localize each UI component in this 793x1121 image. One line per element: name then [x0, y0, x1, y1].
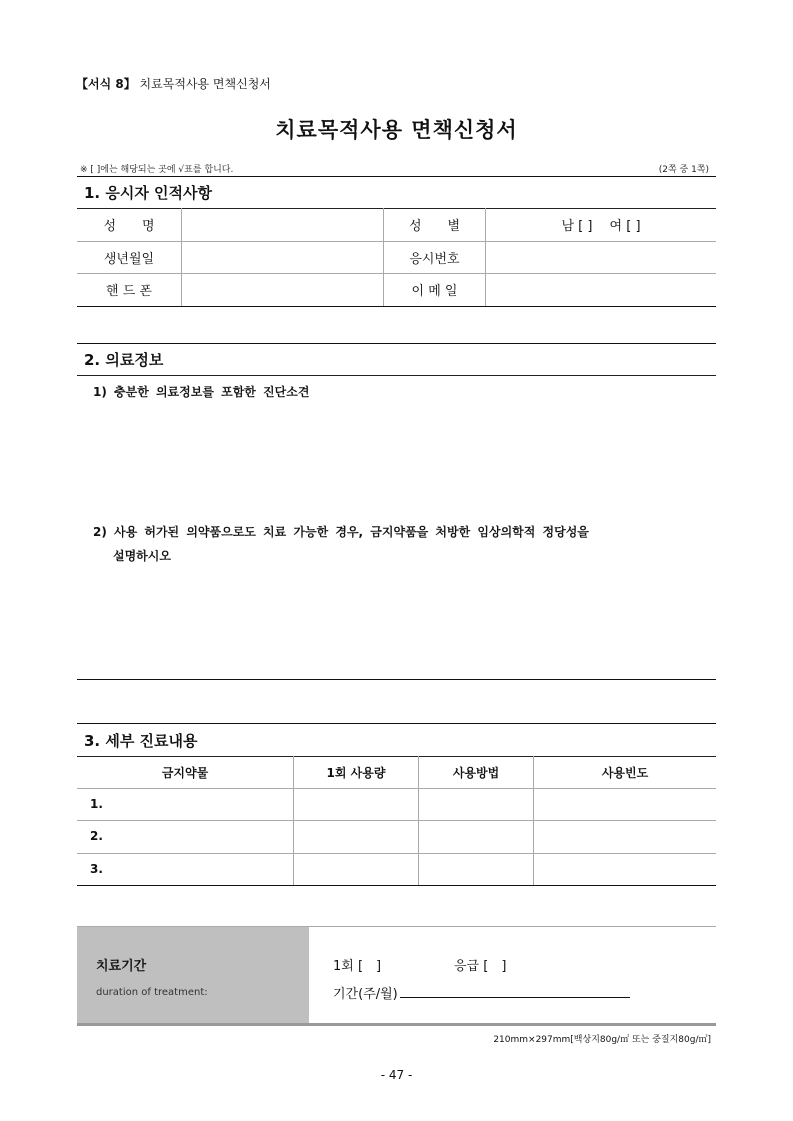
justification-question — [93, 520, 713, 568]
table-row-number: 1. — [90, 797, 103, 811]
divider — [77, 375, 716, 376]
justification-answer-area[interactable] — [77, 572, 716, 676]
exam-number-field[interactable] — [486, 242, 716, 272]
diagnosis-answer-area[interactable] — [77, 404, 716, 510]
birth-field[interactable] — [182, 242, 382, 272]
divider — [77, 679, 716, 680]
treatment-label-box — [77, 927, 309, 1023]
justification-question-line1: 2) 사용 허가된 의약품으로도 치료 가능한 경우, 금지약품을 처방한 임상의학적 정당성을 — [93, 525, 589, 539]
period-label: 기간(주/월) — [333, 987, 398, 1002]
check-note: ※ [ ]에는 해당되는 곳에 √표를 합니다. — [80, 165, 234, 175]
divider — [77, 176, 716, 177]
drug-field-2[interactable] — [104, 821, 292, 852]
page-info: (2쪽 중 1쪽) — [658, 165, 709, 175]
exam-number-label: 응시번호 — [409, 251, 460, 267]
form-label-text: 치료목적사용 면책신청서 — [139, 77, 271, 91]
document-title: 치료목적사용 면책신청서 — [275, 118, 518, 142]
treatment-label: 치료기간 — [96, 959, 147, 974]
divider — [77, 1023, 716, 1026]
gender-label: 성 별 — [408, 219, 461, 234]
urgent-checkbox[interactable]: 응급 [ ] — [454, 959, 507, 974]
divider — [77, 343, 716, 344]
table-row-number: 2. — [90, 829, 103, 843]
name-label: 성 명 — [103, 219, 155, 234]
email-field[interactable] — [486, 274, 716, 305]
diagnosis-question: 1) 충분한 의료정보를 포함한 진단소견 — [93, 385, 310, 399]
divider — [77, 723, 716, 724]
justification-question-line2: 설명하시오 — [113, 549, 171, 563]
page-number: - 47 - — [380, 1068, 413, 1082]
phone-label: 핸 드 폰 — [106, 284, 152, 299]
drug-field-1[interactable] — [104, 789, 292, 819]
treatment-label-en: duration of treatment: — [96, 987, 208, 998]
drug-field-3[interactable] — [104, 854, 292, 884]
paper-size-note: 210mm×297mm[백상지80g/㎡ 또는 중질지80g/㎡] — [493, 1035, 711, 1045]
column-header-drug: 금지약물 — [161, 765, 209, 780]
divider — [77, 306, 716, 307]
section1-title: 1. 응시자 인적사항 — [84, 184, 213, 202]
column-header-dose: 1회 사용량 — [326, 765, 386, 780]
divider — [77, 885, 716, 886]
column-header-frequency: 사용빈도 — [601, 765, 649, 780]
name-field[interactable] — [182, 209, 382, 240]
gender-checkboxes[interactable]: 남 [ ] 여 [ ] — [561, 219, 641, 234]
section2-title: 2. 의료정보 — [84, 351, 164, 369]
form-label — [76, 75, 271, 92]
column-header-method: 사용방법 — [452, 765, 500, 780]
phone-field[interactable] — [182, 274, 382, 305]
table-row-number: 3. — [90, 862, 103, 876]
form-label-number: 【서식 8】 — [76, 77, 136, 91]
birth-label: 생년월일 — [103, 251, 155, 267]
section3-title: 3. 세부 진료내용 — [84, 732, 198, 750]
period-input[interactable] — [400, 983, 630, 998]
once-checkbox[interactable]: 1회 [ ] — [333, 959, 382, 974]
email-label: 이 메 일 — [411, 284, 458, 299]
